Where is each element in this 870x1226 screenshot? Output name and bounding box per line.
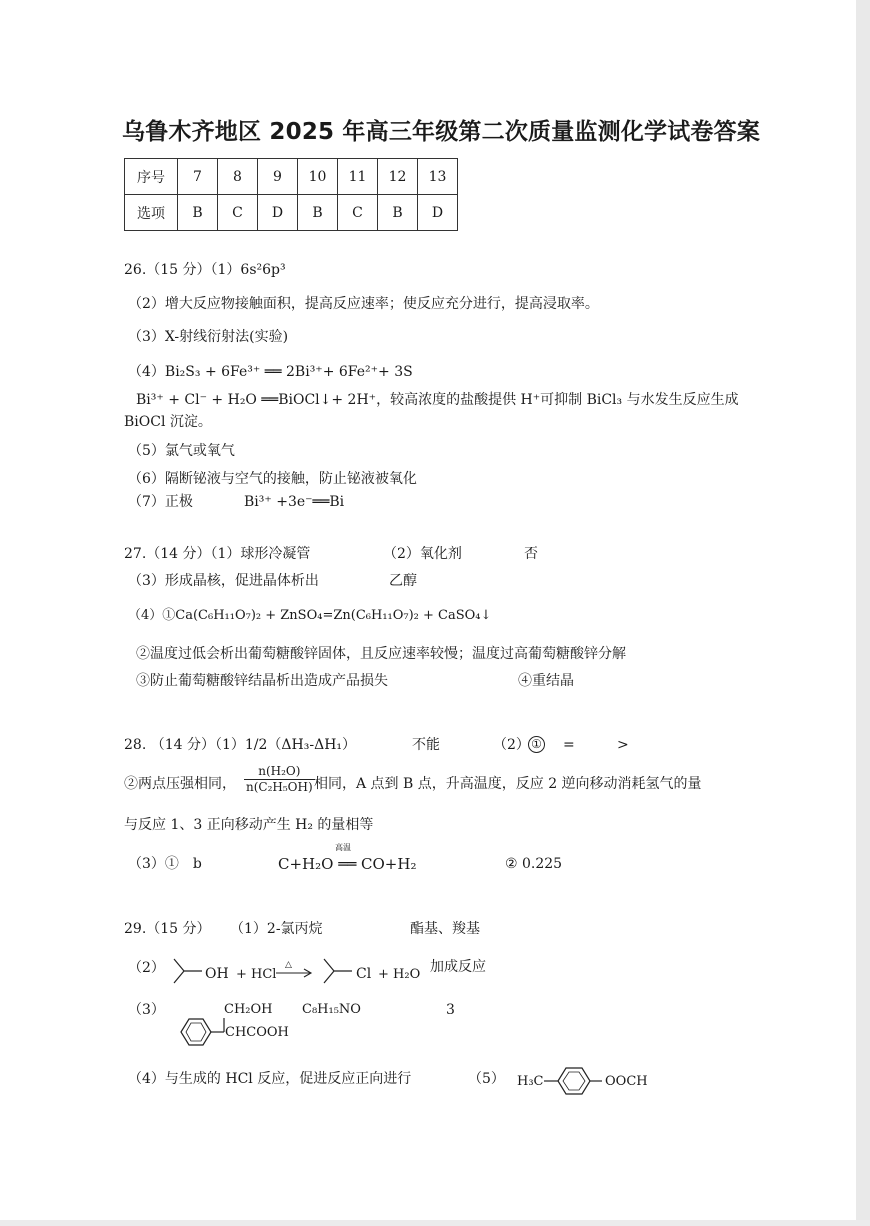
table-cell: 13 xyxy=(418,159,458,195)
benzene-ring-icon xyxy=(172,1012,232,1052)
q26-line-5: Bi³⁺ + Cl⁻ + H₂O ══BiOCl↓+ 2H⁺，较高浓度的盐酸提供 H⁺可抑制 BiCl₃ 与水发生反应生成 xyxy=(136,392,739,408)
reactant-hcl-label: + HCl xyxy=(236,967,277,982)
q28-line-4a: （3）① b xyxy=(128,856,202,872)
q26-line-2: （2）增大反应物接触面积，提高反应速率；使反应充分进行，提高浸取率。 xyxy=(128,296,599,312)
bottom-edge xyxy=(0,1220,870,1226)
isopropyl-skeleton-icon xyxy=(174,957,204,987)
q26-line-8: （6）隔断铋液与空气的接触，防止铋液被氧化 xyxy=(128,471,417,487)
q28-line-1e: = xyxy=(563,737,575,753)
table-cell: 10 xyxy=(298,159,338,195)
reactant-oh-label: OH xyxy=(205,966,229,982)
table-header-cell: 选项 xyxy=(125,195,178,231)
q29-line-3b: C₈H₁₅NO xyxy=(302,1002,361,1017)
q27-line-3: （4）①Ca(C₆H₁₁O₇)₂ + ZnSO₄=Zn(C₆H₁₁O₇)₂ + CaSO₄↓ xyxy=(128,608,492,623)
q26-line-9-label: （7）正极 xyxy=(128,494,193,510)
fraction-denominator: n(C₂H₅OH) xyxy=(246,780,313,794)
q28-circled-one xyxy=(528,735,545,753)
q27-line-1c: 否 xyxy=(524,546,538,562)
q29-line-2b: 加成反应 xyxy=(430,959,486,975)
q27-line-1a: 27.（14 分）（1）球形冷凝管 xyxy=(124,546,311,562)
table-cell: C xyxy=(338,195,378,231)
q28-line-1b: 不能 xyxy=(412,737,440,753)
table-cell: 9 xyxy=(258,159,298,195)
q29-line-1c: 酯基、羧基 xyxy=(410,921,480,937)
right-scroll-edge xyxy=(856,0,870,1226)
q29-line-3c: 3 xyxy=(446,1002,455,1018)
table-cell: D xyxy=(258,195,298,231)
q27-line-1b: （2）氧化剂 xyxy=(383,546,462,562)
q28-line-1f: > xyxy=(617,737,629,753)
table-cell: B xyxy=(178,195,218,231)
q29-line-1b: （1）2-氯丙烷 xyxy=(230,921,323,937)
table-cell: 12 xyxy=(378,159,418,195)
table-header-cell: 序号 xyxy=(125,159,178,195)
circled-number: ① xyxy=(528,736,545,753)
q28-line-1a: 28. （14 分）（1）1/2（ΔH₃-ΔH₁） xyxy=(124,737,357,753)
q28-fraction xyxy=(244,764,315,795)
heat-delta-label: △ xyxy=(285,960,292,970)
q29-line-4a: （4）与生成的 HCl 反应，促进反应正向进行 xyxy=(128,1071,412,1087)
product-h2o-label: + H₂O xyxy=(378,967,421,982)
structure-h3c-label: H₃C xyxy=(517,1074,544,1089)
structure-ooch-label: OOCH xyxy=(605,1074,648,1089)
q28-line-1c: （2） xyxy=(493,737,530,753)
fraction-numerator: n(H₂O) xyxy=(244,764,315,780)
q29-line-4b: （5） xyxy=(468,1071,505,1087)
q27-line-2a: （3）形成晶核，促进晶体析出 xyxy=(128,573,319,589)
q27-line-2b: 乙醇 xyxy=(389,573,417,589)
q27-line-5b: ④重结晶 xyxy=(518,673,574,689)
q28-line-2b: 相同，A 点到 B 点，升高温度，反应 2 逆向移动消耗氢气的量 xyxy=(314,776,702,792)
q26-line-6: BiOCl 沉淀。 xyxy=(124,414,212,430)
table-cell: B xyxy=(298,195,338,231)
table-cell: B xyxy=(378,195,418,231)
q28-line-3: 与反应 1、3 正向移动产生 H₂ 的量相等 xyxy=(124,817,374,833)
table-cell: C xyxy=(218,195,258,231)
table-row xyxy=(125,159,458,195)
q26-line-4: （4）Bi₂S₃ + 6Fe³⁺ ══ 2Bi³⁺+ 6Fe²⁺+ 3S xyxy=(128,364,413,380)
para-benzene-ring-icon xyxy=(544,1063,614,1099)
q27-line-4: ②温度过低会析出葡萄糖酸锌固体，且反应速率较慢；温度过高葡萄糖酸锌分解 xyxy=(136,646,626,662)
table-cell: 7 xyxy=(178,159,218,195)
q28-reaction-condition: 高温 xyxy=(335,843,351,852)
q29-line-1a: 29.（15 分） xyxy=(124,921,211,937)
answer-table xyxy=(124,158,458,231)
product-cl-label: Cl xyxy=(356,966,372,982)
q28-line-2a: ②两点压强相同， xyxy=(124,776,236,792)
q26-line-1: 26.（15 分）（1）6s²6p³ xyxy=(124,262,286,278)
q26-line-3: （3）X-射线衍射法(实验) xyxy=(128,329,289,345)
page-title: 乌鲁木齐地区 2025 年高三年级第二次质量监测化学试卷答案 xyxy=(122,119,761,145)
q27-line-5a: ③防止葡萄糖酸锌结晶析出造成产品损失 xyxy=(136,673,388,689)
isopropyl-skeleton-icon xyxy=(324,957,354,987)
table-cell: D xyxy=(418,195,458,231)
q26-line-7: （5）氯气或氧气 xyxy=(128,443,235,459)
structure-chcooh-label: CHCOOH xyxy=(225,1025,289,1040)
table-row xyxy=(125,195,458,231)
q29-line-2a: （2） xyxy=(128,960,165,976)
reaction-arrow-icon xyxy=(276,968,316,978)
q26-line-9-equation: Bi³⁺ +3e⁻══Bi xyxy=(244,494,345,510)
table-cell: 11 xyxy=(338,159,378,195)
q29-line-3a: （3） xyxy=(128,1002,165,1018)
structure-ch2oh-label: CH₂OH xyxy=(224,1002,273,1017)
q28-line-4c: ② 0.225 xyxy=(505,856,563,872)
q28-line-4b: C+H₂O ══ CO+H₂ xyxy=(278,855,417,873)
table-cell: 8 xyxy=(218,159,258,195)
